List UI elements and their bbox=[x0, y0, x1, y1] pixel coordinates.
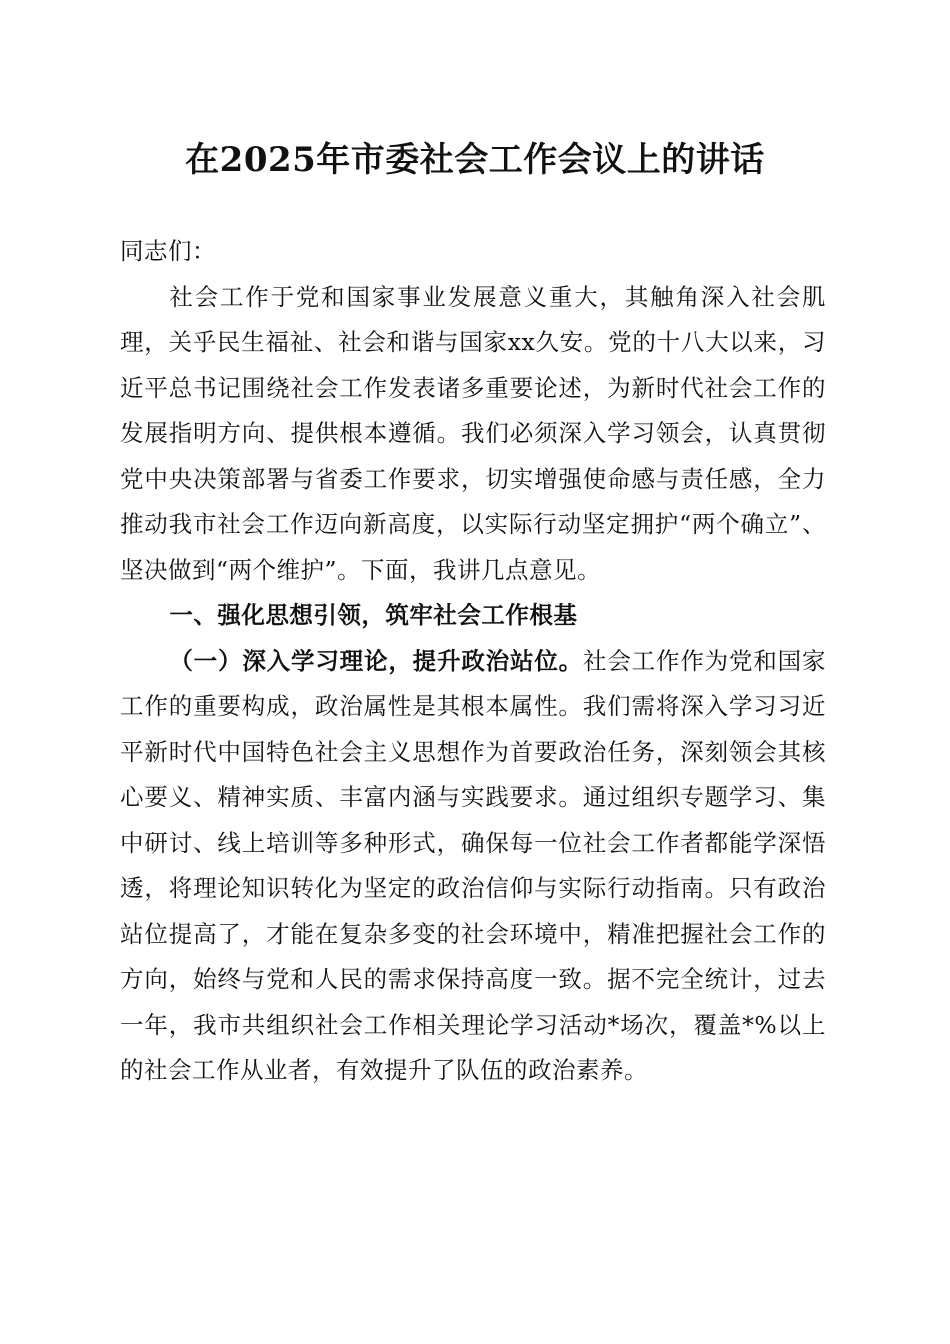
section-heading: 一、强化思想引领，筑牢社会工作根基 bbox=[169, 601, 578, 629]
subsection-text: 社会工作作为党和国家工作的重要构成，政治属性是其根本属性。我们需将深入学习习近平新时代中国特色社会主义思想作为首要政治任务，深刻领会其核心要义、精神实质、丰富内涵与实践要求。通过组织专题学习、集中研讨、线上培训等多种形式，确保每一位社会工作者都能学深悟透，将理论知识转化为坚定的政治信仰与实际行动指南。只有政治站位提高了，才能在复杂多变的社会环境中，精准把握社会工作的方向，始终与党和人民的需求保持高度一致。据不完全统计，过去一年，我市共组织社会工作相关理论学习活动*场次，覆盖*%以上的社会工作从业者，有效提升了队伍的政治素养。 bbox=[120, 646, 827, 1084]
salutation: 同志们： bbox=[120, 237, 216, 265]
intro-paragraph: 社会工作于党和国家事业发展意义重大，其触角深入社会肌理，关乎民生福祉、社会和谐与国家xx久安。党的十八大以来，习近平总书记围绕社会工作发表诸多重要论述，为新时代社会工作的发展指明方向、提供根本遵循。我们必须深入学习领会，认真贯彻党中央决策部署与省委工作要求，切实增强使命感与责任感，全力推动我市社会工作迈向新高度，以实际行动坚定拥护“两个确立”、坚决做到“两个维护”。下面，我讲几点意见。 bbox=[120, 282, 826, 584]
section-paragraph bbox=[120, 639, 826, 1094]
document-body bbox=[120, 229, 826, 1094]
page-title: 在2025年市委社会工作会议上的讲话 bbox=[185, 140, 765, 180]
subsection-lead: （一）深入学习理论，提升政治站位。 bbox=[169, 646, 584, 675]
